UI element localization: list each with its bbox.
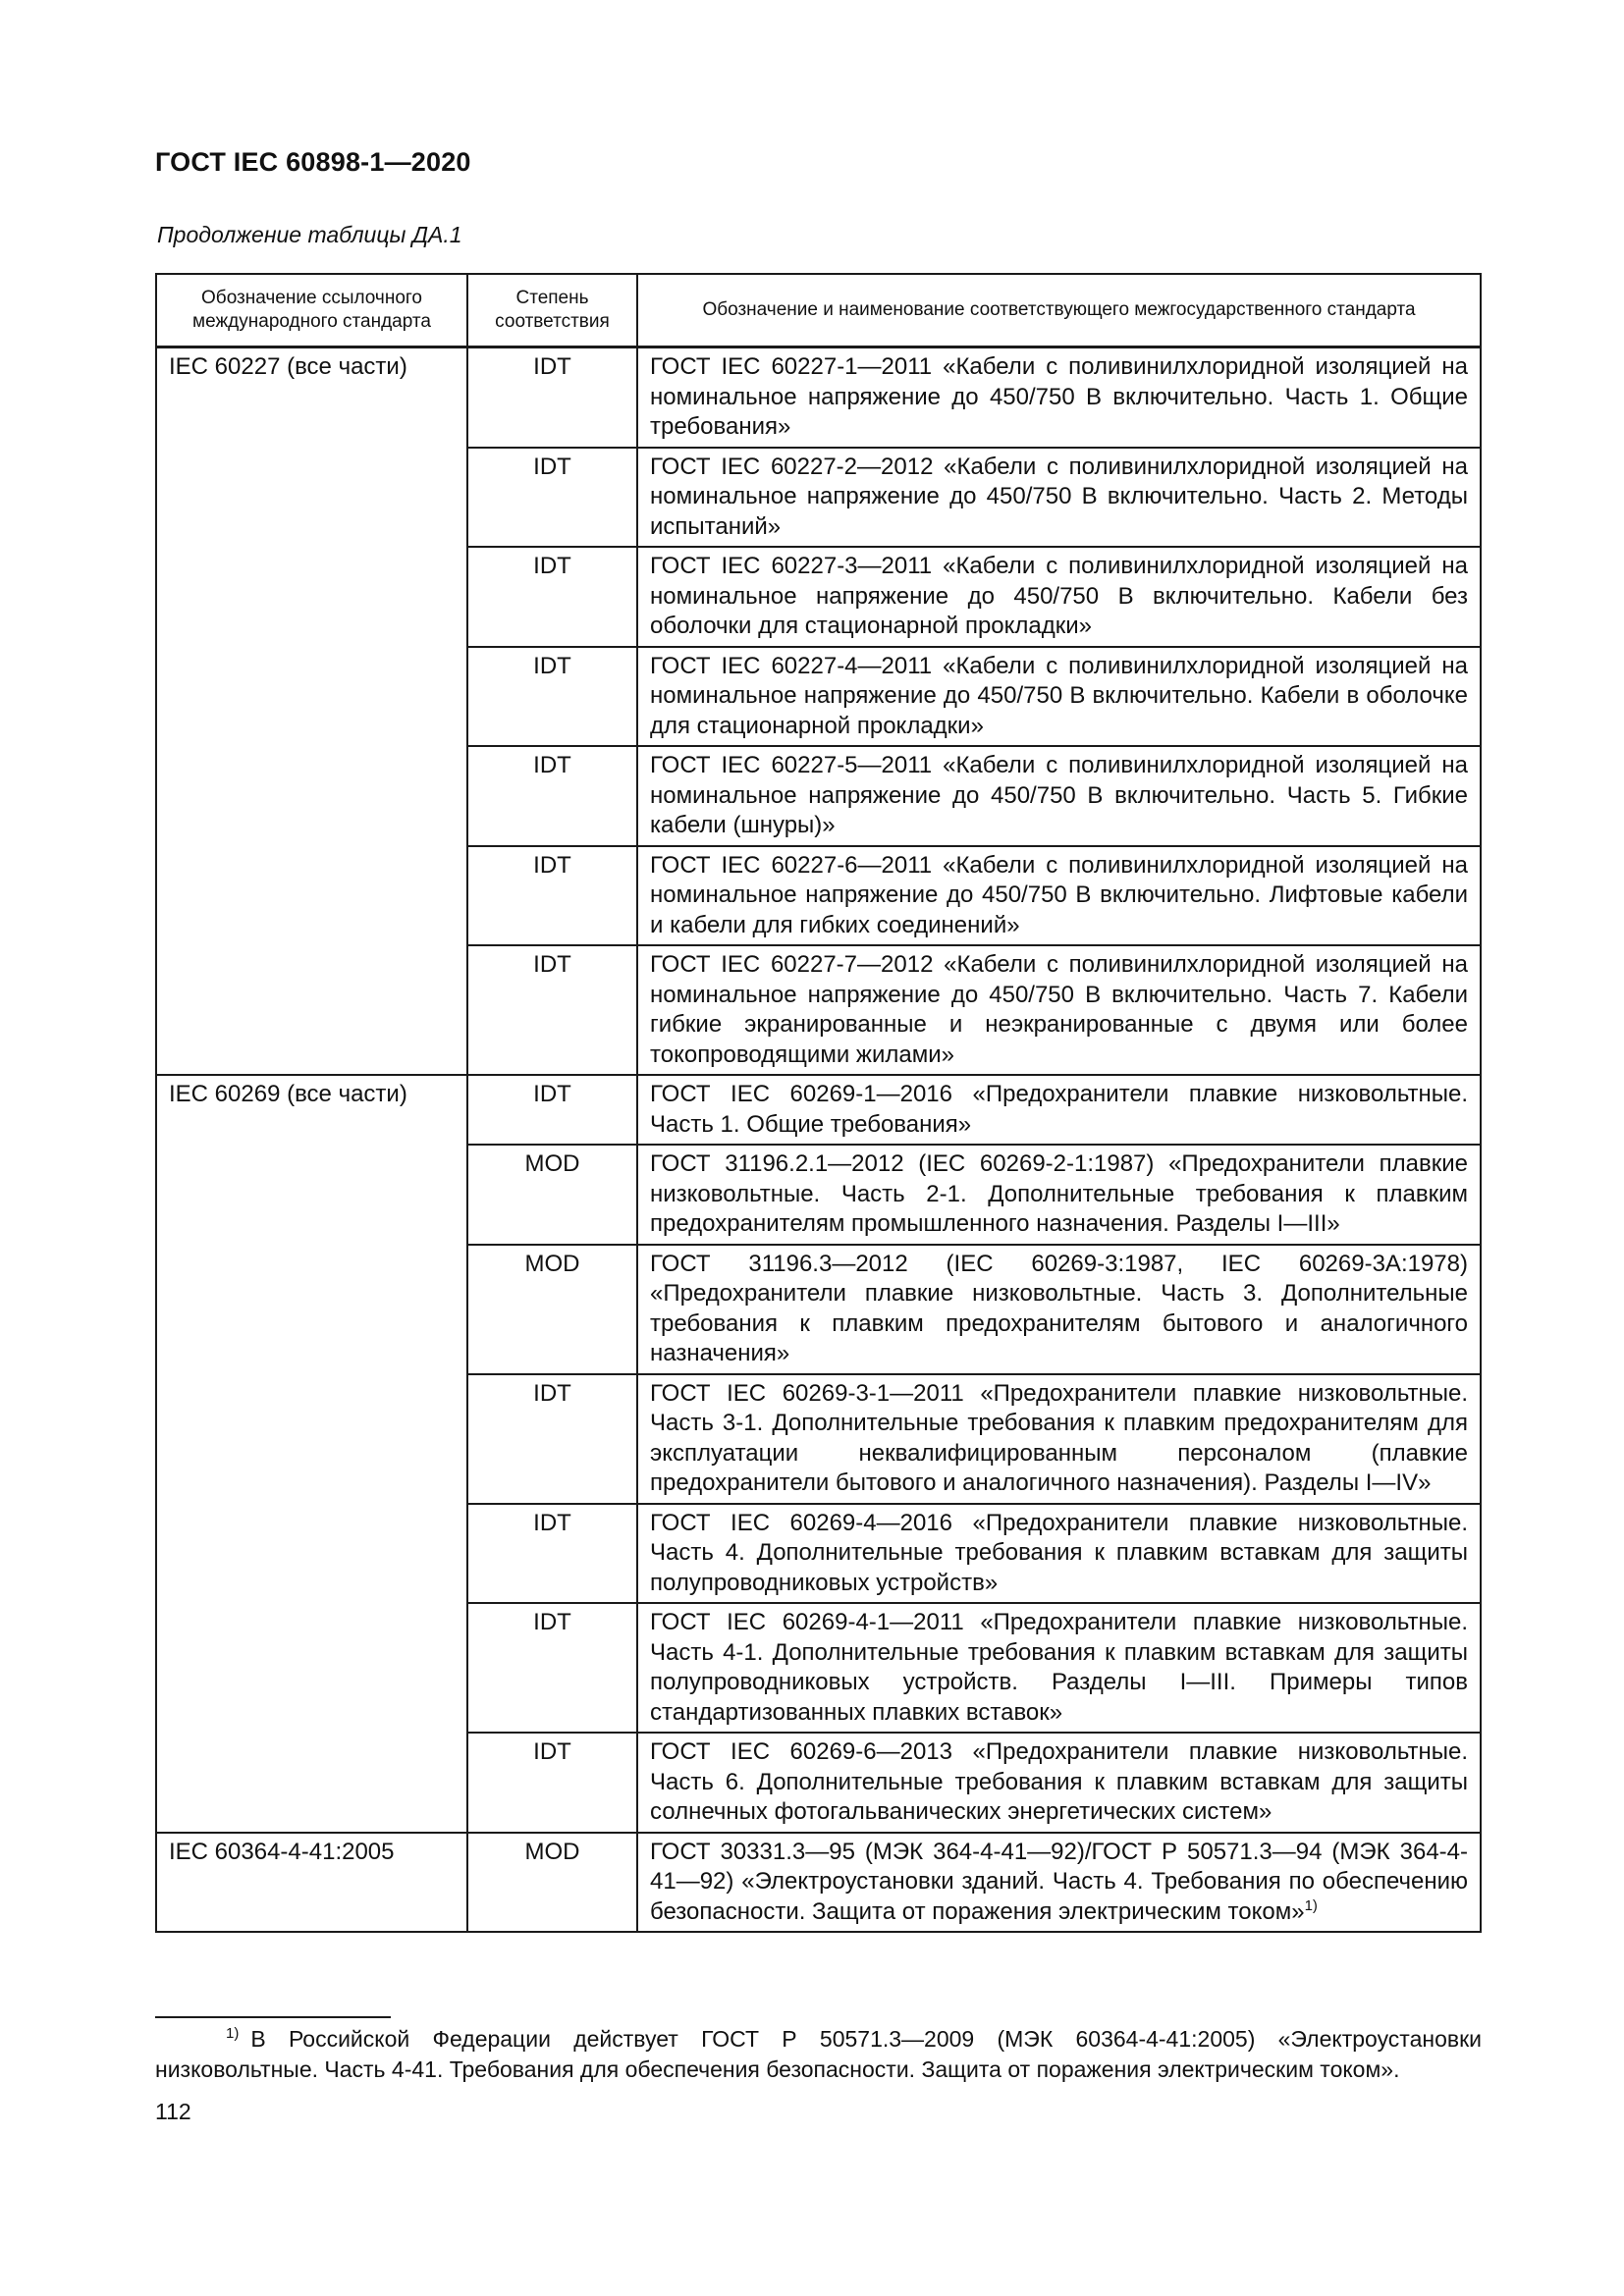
standard-name-cell: ГОСТ IEC 60227-1—2011 «Кабели с поливинилхлоридной изоляцией на номинальное напряжение до 450/750 В включительно. Часть 1. Общие требования» [637, 347, 1481, 448]
standard-name-cell: ГОСТ IEC 60269-6—2013 «Предохранители плавкие низковольтные. Часть 6. Дополнительные требования к плавким вставкам для защиты солнечных фотогальванических энергетических систем» [637, 1733, 1481, 1833]
standard-name-cell: ГОСТ IEC 60227-5—2011 «Кабели с поливинилхлоридной изоляцией на номинальное напряжение до 450/750 В включительно. Часть 5. Гибкие кабели (шнуры)» [637, 746, 1481, 846]
reference-standard-cell: IEC 60269 (все части) [156, 1075, 467, 1833]
standard-name-cell: ГОСТ IEC 60269-1—2016 «Предохранители плавкие низковольтные. Часть 1. Общие требования» [637, 1075, 1481, 1145]
column-header-degree: Степень соответствия [467, 274, 637, 347]
reference-standard-cell: IEC 60364-4-41:2005 [156, 1833, 467, 1933]
standard-name-cell: ГОСТ IEC 60227-2—2012 «Кабели с поливинилхлоридной изоляцией на номинальное напряжение до 450/750 В включительно. Часть 2. Методы испытаний» [637, 448, 1481, 548]
table-row [156, 347, 1481, 448]
degree-cell: MOD [467, 1245, 637, 1374]
degree-cell: MOD [467, 1145, 637, 1245]
standard-name-cell: ГОСТ IEC 60269-4—2016 «Предохранители плавкие низковольтные. Часть 4. Дополнительные требования к плавким вставкам для защиты полупроводниковых устройств» [637, 1504, 1481, 1604]
degree-cell: IDT [467, 1075, 637, 1145]
degree-cell: IDT [467, 347, 637, 448]
footnote-reference: 1) [1304, 1896, 1318, 1914]
degree-cell: IDT [467, 846, 637, 946]
standard-name-cell [637, 1833, 1481, 1933]
standard-name-text: ГОСТ 30331.3—95 (МЭК 364-4-41—92)/ГОСТ Р 50571.3—94 (МЭК 364-4-41—92) «Электроустановки зданий. Часть 4. Требования по обеспечению безопасности. Защита от поражения электрическим током» [650, 1838, 1468, 1925]
reference-standard-cell: IEC 60227 (все части) [156, 347, 467, 1076]
standard-name-cell: ГОСТ IEC 60269-4-1—2011 «Предохранители плавкие низковольтные. Часть 4-1. Дополнительные требования к плавким вставкам для защиты полупроводниковых устройств. Разделы I—III. Примеры типов стандартизованных плавких вставок» [637, 1603, 1481, 1733]
standard-name-cell: ГОСТ IEC 60227-3—2011 «Кабели с поливинилхлоридной изоляцией на номинальное напряжение до 450/750 В включительно. Кабели без оболочки для стационарной прокладки» [637, 547, 1481, 647]
degree-cell: IDT [467, 945, 637, 1075]
degree-cell: IDT [467, 448, 637, 548]
degree-cell: MOD [467, 1833, 637, 1933]
footnote-text: В Российской Федерации действует ГОСТ Р 50571.3—2009 (МЭК 60364-4-41:2005) «Электроустановки низковольтные. Часть 4-41. Требования для обеспечения безопасности. Защита от поражения электрическим током». [155, 2026, 1482, 2082]
table-row [156, 1833, 1481, 1933]
correspondence-table [155, 273, 1482, 1933]
footnote-marker: 1) [226, 2025, 240, 2043]
degree-cell: IDT [467, 647, 637, 747]
table-header-row [156, 274, 1481, 347]
degree-cell: IDT [467, 746, 637, 846]
column-header-reference-standard: Обозначение ссылочного международного стандарта [156, 274, 467, 347]
standard-name-cell: ГОСТ IEC 60227-4—2011 «Кабели с поливинилхлоридной изоляцией на номинальное напряжение до 450/750 В включительно. Кабели в оболочке для стационарной прокладки» [637, 647, 1481, 747]
footnote [155, 2024, 1482, 2085]
standard-name-cell: ГОСТ IEC 60227-6—2011 «Кабели с поливинилхлоридной изоляцией на номинальное напряжение до 450/750 В включительно. Лифтовые кабели и кабели для гибких соединений» [637, 846, 1481, 946]
standard-name-cell: ГОСТ 31196.2.1—2012 (IEC 60269-2-1:1987) «Предохранители плавкие низковольтные. Часть 2-1. Дополнительные требования к плавким предохранителям промышленного назначения. Разделы I—III» [637, 1145, 1481, 1245]
standard-name-cell: ГОСТ IEC 60227-7—2012 «Кабели с поливинилхлоридной изоляцией на номинальное напряжение до 450/750 В включительно. Часть 7. Кабели гибкие экранированные и неэкранированные с двумя или более токопроводящими жилами» [637, 945, 1481, 1075]
degree-cell: IDT [467, 1504, 637, 1604]
column-header-interstate-standard: Обозначение и наименование соответствующего межгосударственного стандарта [637, 274, 1481, 347]
standard-name-cell: ГОСТ 31196.3—2012 (IEC 60269-3:1987, IEC 60269-3А:1978) «Предохранители плавкие низковольтные. Часть 3. Дополнительные требования к плавким предохранителям бытового и аналогичного назначения» [637, 1245, 1481, 1374]
degree-cell: IDT [467, 1733, 637, 1833]
standard-name-cell: ГОСТ IEC 60269-3-1—2011 «Предохранители плавкие низковольтные. Часть 3-1. Дополнительные требования к плавким предохранителям для эксплуатации неквалифицированным персоналом (плавкие предохранители бытового и аналогичного назначения). Разделы I—IV» [637, 1374, 1481, 1504]
degree-cell: IDT [467, 547, 637, 647]
table-caption: Продолжение таблицы ДА.1 [157, 222, 462, 247]
document-header: ГОСТ IEC 60898-1—2020 [155, 147, 471, 177]
footnote-divider [155, 2016, 391, 2018]
page-number: 112 [155, 2099, 191, 2124]
degree-cell: IDT [467, 1603, 637, 1733]
table-row [156, 1075, 1481, 1145]
degree-cell: IDT [467, 1374, 637, 1504]
